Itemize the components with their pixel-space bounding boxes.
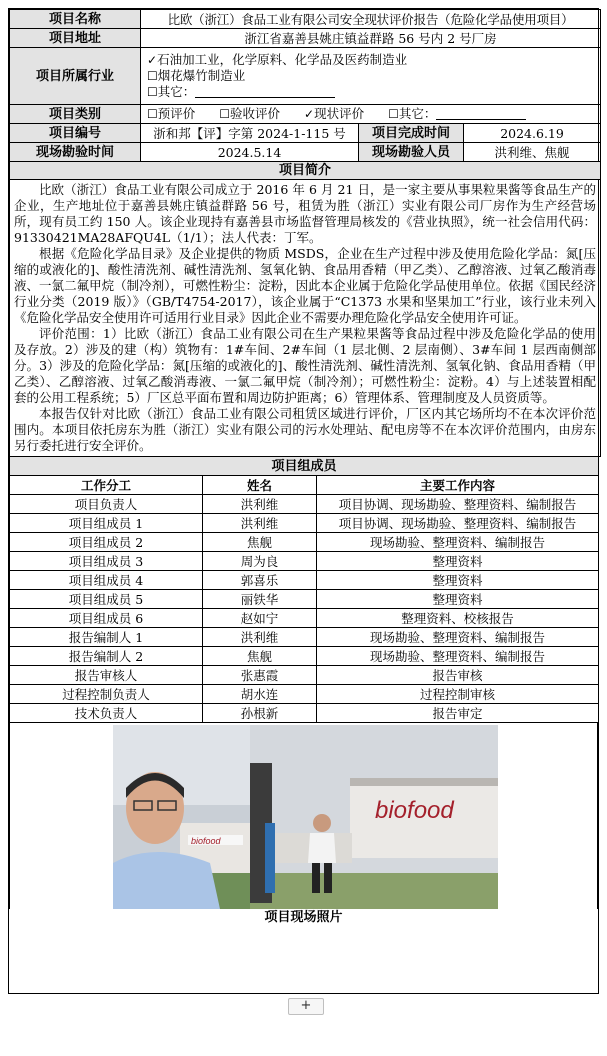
table-row xyxy=(10,628,599,647)
table-row xyxy=(10,552,599,571)
team-role-cell: 项目组成员 1 xyxy=(10,514,203,533)
project-code-value: 浙和邦【评】字第 2024-1-115 号 xyxy=(141,124,359,143)
industry-label: 项目所属行业 xyxy=(10,48,141,105)
type-option-status: ✓现状评价 xyxy=(304,106,365,121)
table-row xyxy=(10,495,599,514)
team-name-cell: 洪利维 xyxy=(203,514,317,533)
intro-title: 项目简介 xyxy=(10,162,601,180)
survey-time-value: 2024.5.14 xyxy=(141,143,359,162)
checkbox-icon: ☐ xyxy=(388,107,399,121)
team-role-cell: 项目组成员 3 xyxy=(10,552,203,571)
team-name-cell: 洪利维 xyxy=(203,628,317,647)
team-duty-cell: 过程控制审核 xyxy=(317,685,599,704)
intro-paragraph: 根据《危险化学品目录》及企业提供的物质 MSDS，企业在生产过程中涉及使用危险化学品：氮[压缩的或液化的]、酸性清洗剂、碱性清洗剂、氢氧化钠、食品用香精（甲乙类）、乙醇溶液、过氧乙酸消毒液、一氯二氟甲烷（制冷剂），可燃性粉尘：淀粉，因此本企业属于危险化学品使用单位。依据《国民经济行业分类（2019 版）》（GB/T4754-2017），该企业属于“C1373 水果和坚果加工”行业，该行业未列入《危险化学品安全使用许可适用行业目录》因此企业不需要办理危险化学品安全使用许可证。 xyxy=(14,246,597,325)
checkbox-icon: ☐ xyxy=(147,85,158,99)
site-photos xyxy=(9,723,598,909)
team-role-cell: 项目组成员 4 xyxy=(10,571,203,590)
team-name-cell: 洪利维 xyxy=(203,495,317,514)
project-name-value: 比欧（浙江）食品工业有限公司安全现状评价报告（危险化学品使用项目） xyxy=(141,10,601,29)
project-code-label: 项目编号 xyxy=(10,124,141,143)
team-name-cell: 郭喜乐 xyxy=(203,571,317,590)
type-option-pre: ☐预评价 xyxy=(147,106,196,121)
team-duty-cell: 现场勘验、整理资料、编制报告 xyxy=(317,533,599,552)
survey-people-value: 洪利维、焦舰 xyxy=(464,143,601,162)
team-name-cell: 赵如宁 xyxy=(203,609,317,628)
team-role-cell: 项目组成员 6 xyxy=(10,609,203,628)
photo-sign-text: biofood xyxy=(191,836,221,846)
checkbox-icon: ☐ xyxy=(219,107,231,121)
industry-option-chemical: ✓石油加工业，化学原料、化学品及医药制造业 xyxy=(147,52,408,67)
gate-sign-text: biofood xyxy=(375,797,454,824)
team-duty-cell: 报告审定 xyxy=(317,704,599,723)
project-address-label: 项目地址 xyxy=(10,29,141,48)
team-name-cell: 周为良 xyxy=(203,552,317,571)
team-table xyxy=(9,457,599,723)
team-name-cell: 焦舰 xyxy=(203,533,317,552)
intro-paragraph: 评价范围：1）比欧（浙江）食品工业有限公司在生产果粒果酱等食品过程中涉及危险化学品的使用及存放。2）涉及的建（构）筑物有：1#车间、2#车间（1 层北侧、2 层南侧）、3#车间 1 层西南侧部分。3）涉及的危险化学品：氮[压缩的或液化的]、酸性清洗剂、碱性清洗剂、氢氧化钠、食品用香精（甲乙类）、乙醇溶液、过氧乙酸消毒液、一氯二氟甲烷（制冷剂）；可燃性粉尘：淀粉。4）与上述装置相配套的公用工程系统；5）厂区总平面布置和周边防护距离；6）管理体系、管理制度及人员资质等。 xyxy=(14,326,597,405)
table-row xyxy=(10,685,599,704)
team-name-cell: 焦舰 xyxy=(203,647,317,666)
checked-box-icon: ✓ xyxy=(304,107,315,121)
team-header-role: 工作分工 xyxy=(10,476,203,495)
team-duty-cell: 整理资料 xyxy=(317,590,599,609)
team-duty-cell: 整理资料 xyxy=(317,552,599,571)
team-role-cell: 技术负责人 xyxy=(10,704,203,723)
team-role-cell: 报告审核人 xyxy=(10,666,203,685)
table-row xyxy=(10,609,599,628)
site-photos-svg xyxy=(10,723,599,909)
project-type-label: 项目类别 xyxy=(10,105,141,124)
team-role-cell: 项目组成员 2 xyxy=(10,533,203,552)
photos-caption: 项目现场照片 xyxy=(264,910,343,925)
site-photo-selfie xyxy=(113,725,250,909)
project-address-value: 浙江省嘉善县姚庄镇益群路 56 号内 2 号厂房 xyxy=(141,29,601,48)
checkbox-icon: ☐ xyxy=(147,69,158,83)
team-duty-cell: 项目协调、现场勘验、整理资料、编制报告 xyxy=(317,514,599,533)
team-role-cell: 项目负责人 xyxy=(10,495,203,514)
team-header-duty: 主要工作内容 xyxy=(317,476,599,495)
table-row xyxy=(10,571,599,590)
team-name-cell: 张惠霞 xyxy=(203,666,317,685)
finish-time-value: 2024.6.19 xyxy=(464,124,601,143)
expand-button[interactable]: + xyxy=(288,998,324,1015)
team-name-cell: 丽铁华 xyxy=(203,590,317,609)
survey-people-label: 现场勘验人员 xyxy=(359,143,464,162)
team-duty-cell: 整理资料、校核报告 xyxy=(317,609,599,628)
checkbox-icon: ☐ xyxy=(147,107,158,121)
site-photo-gate xyxy=(250,725,498,909)
type-option-acceptance: ☐验收评价 xyxy=(219,106,281,121)
type-option-other: ☐其它： xyxy=(388,106,526,121)
table-row xyxy=(10,533,599,552)
intro-paragraph: 比欧（浙江）食品工业有限公司成立于 2016 年 6 月 21 日，是一家主要从事果粒果酱等食品生产的企业，生产地址位于嘉善县姚庄镇益群路 56 号，租赁为胜（浙江）实业有限公司厂房作为生产经营场所，现有员工约 150 人。该企业现持有嘉善县市场监督管理局核发的《营业执照》，统一社会信用代码：91330421MA28AFQU4L（1/1）；法人代表：丁军。 xyxy=(14,182,597,245)
team-name-cell: 胡水连 xyxy=(203,685,317,704)
team-duty-cell: 现场勘验、整理资料、编制报告 xyxy=(317,628,599,647)
intro-paragraph: 本报告仅针对比欧（浙江）食品工业有限公司租赁区域进行评价，厂区内其它场所均不在本次评价范围内。本项目依托房东为胜（浙江）实业有限公司的污水处理站、配电房等不在本次评价范围内，由房东另行委托进行安全评价。 xyxy=(14,406,597,453)
table-row xyxy=(10,666,599,685)
table-row xyxy=(10,704,599,723)
survey-time-label: 现场勘验时间 xyxy=(10,143,141,162)
team-role-cell: 报告编制人 2 xyxy=(10,647,203,666)
team-title: 项目组成员 xyxy=(10,457,599,476)
industry-option-fireworks: ☐烟花爆竹制造业 xyxy=(147,68,246,83)
intro-body xyxy=(10,180,601,457)
evaluation-report-sheet xyxy=(8,8,599,994)
team-header-name: 姓名 xyxy=(203,476,317,495)
project-type-options xyxy=(141,105,601,124)
table-row xyxy=(10,647,599,666)
team-duty-cell: 项目协调、现场勘验、整理资料、编制报告 xyxy=(317,495,599,514)
team-role-cell: 过程控制负责人 xyxy=(10,685,203,704)
industry-option-other: ☐其它： xyxy=(147,84,594,100)
industry-options xyxy=(141,48,601,105)
table-row xyxy=(10,514,599,533)
team-duty-cell: 报告审核 xyxy=(317,666,599,685)
project-info-table xyxy=(9,9,601,457)
table-row xyxy=(10,590,599,609)
team-duty-cell: 整理资料 xyxy=(317,571,599,590)
team-name-cell: 孙根新 xyxy=(203,704,317,723)
team-role-cell: 报告编制人 1 xyxy=(10,628,203,647)
team-role-cell: 项目组成员 5 xyxy=(10,590,203,609)
checked-box-icon: ✓ xyxy=(147,53,158,67)
project-name-label: 项目名称 xyxy=(10,10,141,29)
team-duty-cell: 现场勘验、整理资料、编制报告 xyxy=(317,647,599,666)
finish-time-label: 项目完成时间 xyxy=(359,124,464,143)
